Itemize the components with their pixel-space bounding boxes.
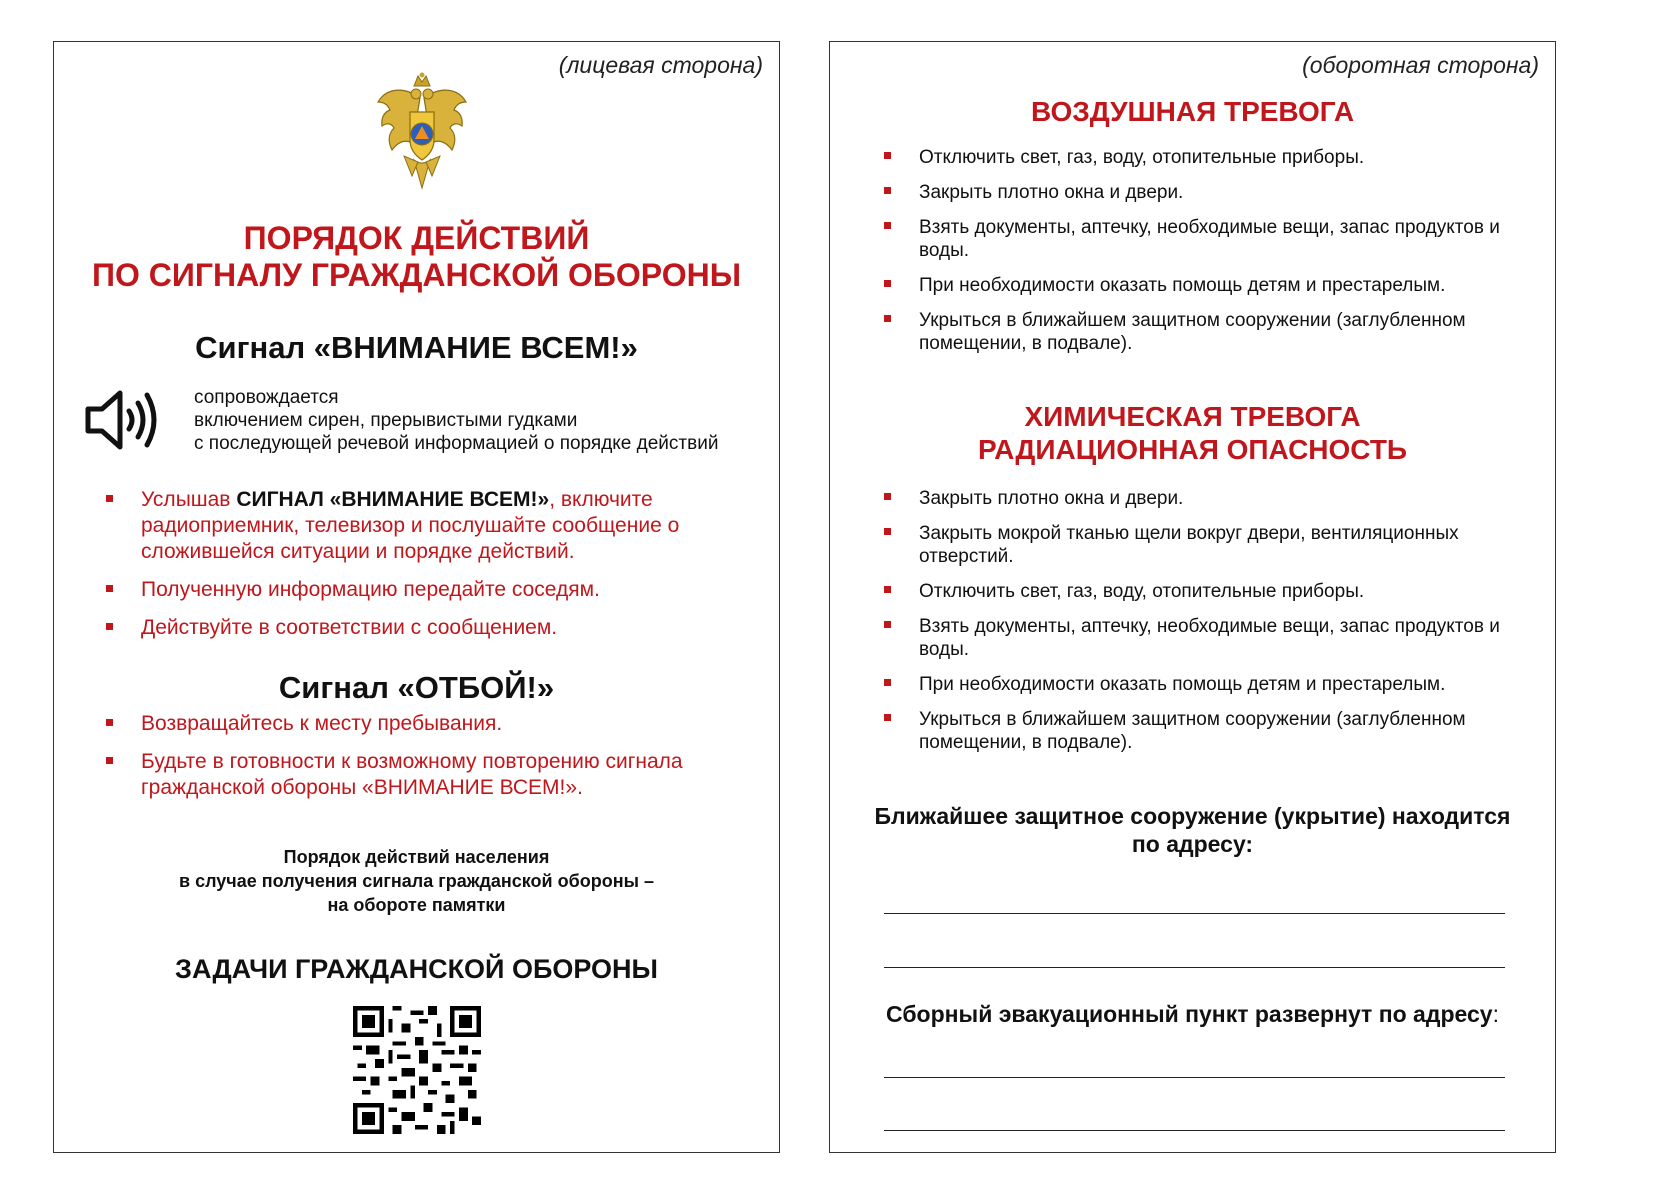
signal-description-line: с последующей речевой информацией о порядке действий — [194, 433, 719, 454]
list-item: Взять документы, аптечку, необходимые вещи, запас продуктов и воды. — [884, 615, 1529, 661]
signal-attention-title: Сигнал «ВНИМАНИЕ ВСЕМ!» — [195, 330, 638, 365]
air-raid-title: ВОЗДУШНАЯ ТРЕВОГА — [1030, 96, 1355, 127]
shelter-address-label — [830, 802, 1555, 858]
shelter-address-line2: по адресу: — [1131, 831, 1254, 857]
item-text: Услышав — [141, 488, 237, 511]
air-raid-actions-list — [884, 146, 1529, 367]
chemical-alarm-title — [830, 400, 1555, 466]
evacuation-address-field[interactable] — [884, 1130, 1505, 1131]
tasks-title: ЗАДАЧИ ГРАЖДАНСКОЙ ОБОРОНЫ — [175, 954, 658, 984]
list-item — [106, 487, 746, 565]
signal-cancel-title: Сигнал «ОТБОЙ!» — [278, 670, 555, 705]
list-item: Взять документы, аптечку, необходимые вещи, запас продуктов и воды. — [884, 216, 1529, 262]
front-side-label: (лицевая сторона) — [558, 52, 763, 78]
chemical-alarm-title-line1: ХИМИЧЕСКАЯ ТРЕВОГА — [1024, 401, 1361, 432]
evacuation-address-field[interactable] — [884, 1077, 1505, 1078]
item-text: , включите радиоприемник, телевизор и послушайте сообщение о сложившейся ситуации и порядке действий. — [141, 488, 680, 563]
front-side-panel — [53, 41, 780, 1153]
shelter-address-field[interactable] — [884, 913, 1505, 914]
list-item: При необходимости оказать помощь детям и престарелым. — [884, 673, 1529, 696]
list-item: Закрыть плотно окна и двери. — [884, 487, 1529, 510]
shelter-address-line1: Ближайшее защитное сооружение (укрытие) находится — [874, 803, 1511, 829]
signal-description-line: сопровождается — [194, 387, 339, 408]
qr-code[interactable] — [353, 1006, 481, 1134]
list-item: Укрыться в ближайшем защитном сооружении (заглубленном помещении, в подвале). — [884, 708, 1529, 754]
signal-description-line: включением сирен, прерывистыми гудками — [194, 410, 578, 431]
shelter-address-field[interactable] — [884, 967, 1505, 968]
list-item: Полученную информацию передайте соседям. — [106, 577, 746, 603]
list-item: Отключить свет, газ, воду, отопительные приборы. — [884, 580, 1529, 603]
evacuation-point-text: Сборный эвакуационный пункт развернут по адресу — [886, 1001, 1493, 1027]
note-line: Порядок действий населения — [283, 847, 550, 867]
list-item: При необходимости оказать помощь детям и престарелым. — [884, 274, 1529, 297]
attention-actions-list — [106, 487, 746, 653]
note-line: на обороте памятки — [327, 895, 506, 915]
chemical-alarm-actions-list — [884, 487, 1529, 766]
evacuation-point-colon: : — [1492, 1001, 1499, 1027]
list-item: Закрыть плотно окна и двери. — [884, 181, 1529, 204]
back-side-note — [54, 845, 779, 917]
list-item: Укрыться в ближайшем защитном сооружении (заглубленном помещении, в подвале). — [884, 309, 1529, 355]
main-title-line1: ПОРЯДОК ДЕЙСТВИЙ — [243, 220, 590, 256]
chemical-alarm-title-line2: РАДИАЦИОННАЯ ОПАСНОСТЬ — [977, 434, 1408, 465]
item-bold-signal: СИГНАЛ «ВНИМАНИЕ ВСЕМ!» — [236, 488, 550, 511]
emblem-icon — [374, 72, 470, 190]
note-line: в случае получения сигнала гражданской обороны – — [179, 871, 654, 891]
main-title — [54, 220, 779, 294]
main-title-line2: ПО СИГНАЛУ ГРАЖДАНСКОЙ ОБОРОНЫ — [91, 257, 742, 293]
cancel-actions-list — [106, 711, 746, 813]
back-side-label: (оборотная сторона) — [1302, 52, 1539, 78]
speaker-icon — [84, 385, 160, 455]
list-item: Возвращайтесь к месту пребывания. — [106, 711, 746, 737]
back-side-panel — [829, 41, 1556, 1153]
list-item: Отключить свет, газ, воду, отопительные приборы. — [884, 146, 1529, 169]
list-item: Будьте в готовности к возможному повторению сигнала гражданской обороны «ВНИМАНИЕ ВСЕМ!». — [106, 749, 746, 801]
evacuation-point-label — [830, 1000, 1555, 1028]
list-item: Действуйте в соответствии с сообщением. — [106, 615, 746, 641]
signal-description — [194, 386, 718, 455]
list-item: Закрыть мокрой тканью щели вокруг двери, вентиляционных отверстий. — [884, 522, 1529, 568]
